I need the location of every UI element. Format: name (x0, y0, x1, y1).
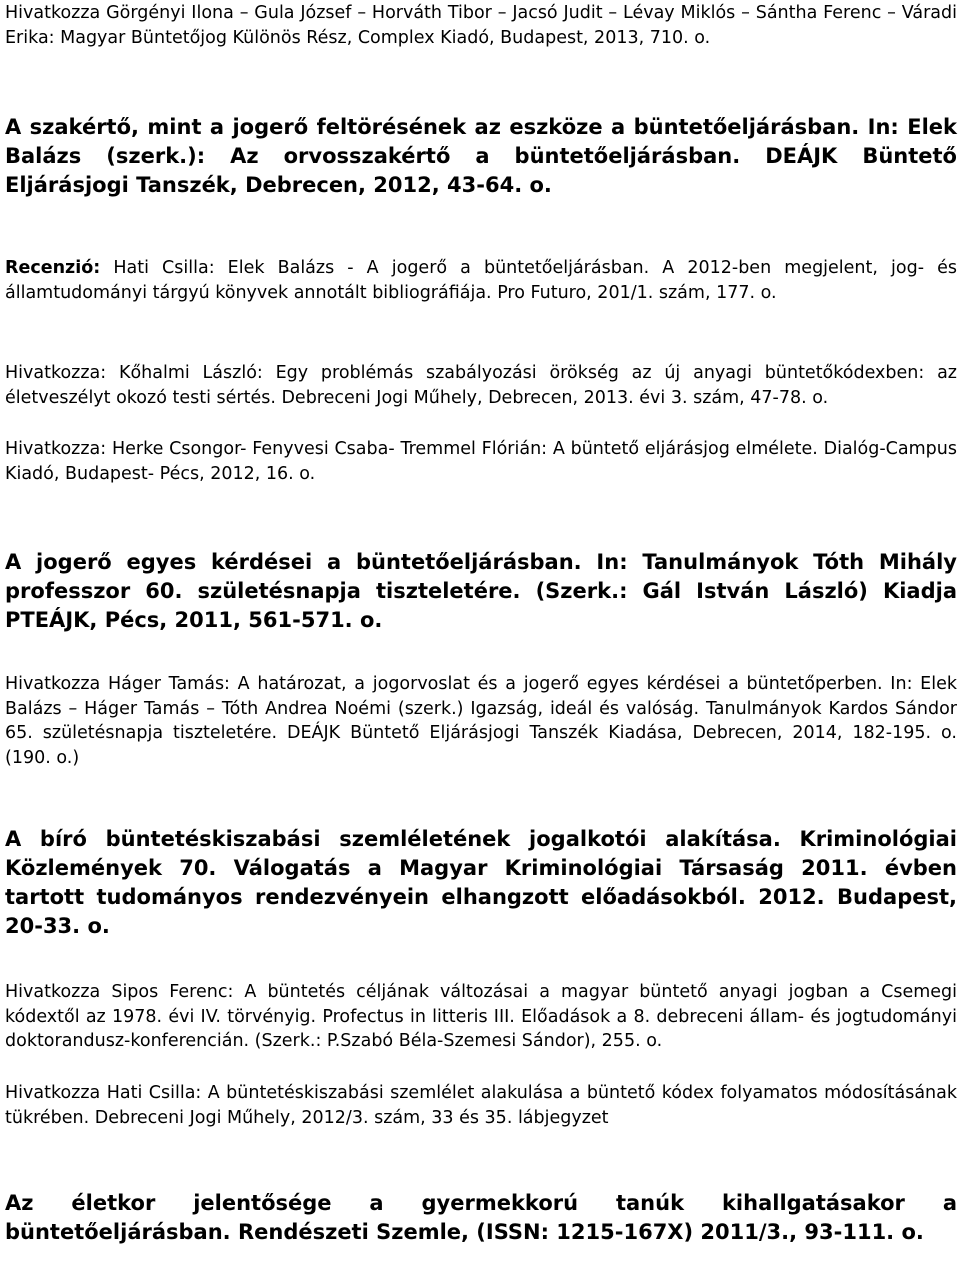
entry-title: Az életkor jelentősége a gyermekkorú tanúk kihallgatásakor a büntetőeljárásban. Rendészeti Szemle, (ISSN: 1215-167X) 2011/3., 93-111. o. (5, 1191, 957, 1244)
entry-title: A jogerő egyes kérdései a büntetőeljárásban. In: Tanulmányok Tóth Mihály professzor 60. születésnapja tiszteletére. (Szerk.: Gál István László) Kiadja PTEÁJK, Pécs, 2011, 561-571. o. (5, 550, 957, 632)
review-label: Recenzió: (5, 258, 101, 278)
review-text: Hati Csilla: Elek Balázs - A jogerő a büntetőeljárásban. A 2012-ben megjelent, jog- és államtudományi tárgyú könyvek annotált bibliográfiája. Pro Futuro, 201/1. szám, 177. o. (5, 258, 957, 303)
review-citation (5, 256, 957, 305)
citation: Hivatkozza Háger Tamás: A határozat, a jogorvoslat és a jogerő egyes kérdései a büntetőperben. In: Elek Balázs – Háger Tamás – Tóth Andrea Noémi (szerk.) Igazság, ideál és valóság. Tanulmányok Kardos Sándor 65. születésnapja tiszteletére. DEÁJK Büntető Eljárásjogi Tanszék Kiadása, Debrecen, 2014, 182-195. o. (190. o.) (5, 674, 957, 768)
citation: Hivatkozza Hati Csilla: A büntetéskiszabási szemlélet alakulása a büntető kódex folyamatos módosításának tükrében. Debreceni Jogi Műhely, 2012/3. szám, 33 és 35. lábjegyzet (5, 1083, 957, 1128)
intro-citation: Hivatkozza Görgényi Ilona – Gula József – Horváth Tibor – Jacsó Judit – Lévay Miklós – Sántha Ferenc – Váradi Erika: Magyar Büntetőjog Különös Rész, Complex Kiadó, Budapest, 2013, 710. o. (5, 3, 957, 48)
citation: Hivatkozza: Herke Csongor- Fenyvesi Csaba- Tremmel Flórián: A büntető eljárásjog elmélete. Dialóg-Campus Kiadó, Budapest- Pécs, 2012, 16. o. (5, 439, 957, 484)
entry-title: A szakértő, mint a jogerő feltörésének az eszköze a büntetőeljárásban. In: Elek Balázs (szerk.): Az orvosszakértő a büntetőeljárásban. DEÁJK Büntető Eljárásjogi Tanszék, Debrecen, 2012, 43-64. o. (5, 115, 957, 197)
citation: Hivatkozza: Kőhalmi László: Egy problémás szabályozási örökség az új anyagi büntetőkódexben: az életveszélyt okozó testi sértés. Debreceni Jogi Műhely, Debrecen, 2013. évi 3. szám, 47-78. o. (5, 363, 957, 408)
entry-title: A bíró büntetéskiszabási szemléletének jogalkotói alakítása. Kriminológiai Közlemények 70. Válogatás a Magyar Kriminológiai Társaság 2011. évben tartott tudományos rendezvényein elhangzott előadásokból. 2012. Budapest, 20-33. o. (5, 827, 957, 938)
citation: Hivatkozza Sipos Ferenc: A büntetés céljának változásai a magyar büntető anyagi jogban a Csemegi kódextől az 1978. évi IV. törvényig. Profectus in litteris III. Előadások a 8. debreceni állam- és jogtudományi doktorandusz-konferencián. (Szerk.: P.Szabó Béla-Szemesi Sándor), 255. o. (5, 982, 957, 1051)
